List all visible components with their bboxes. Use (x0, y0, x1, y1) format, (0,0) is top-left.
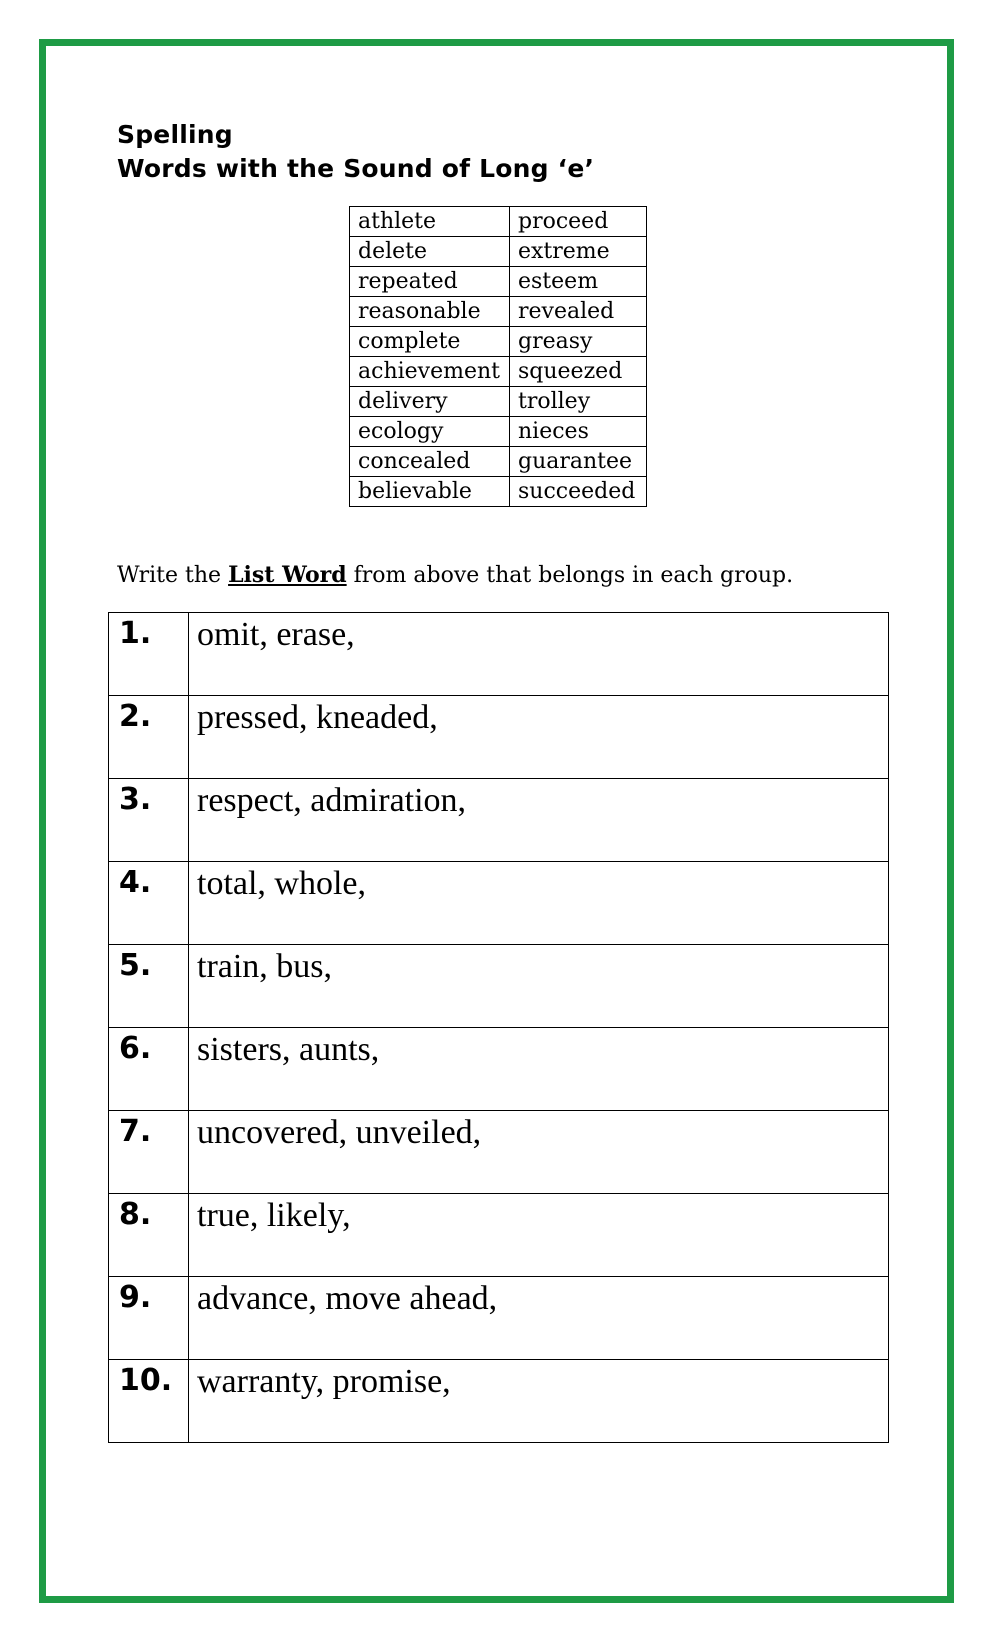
word-list-cell: proceed (510, 207, 647, 237)
group-clue[interactable]: uncovered, unveiled, (189, 1111, 889, 1194)
word-list-cell: trolley (510, 387, 647, 417)
group-clue[interactable]: total, whole, (189, 862, 889, 945)
group-number: 7. (109, 1111, 189, 1194)
word-list-cell: delivery (350, 387, 510, 417)
instructions-text-after: from above that belongs in each group. (346, 563, 794, 588)
word-list-cell: achievement (350, 357, 510, 387)
word-list-cell: squeezed (510, 357, 647, 387)
word-list-row (350, 297, 647, 327)
group-number: 8. (109, 1194, 189, 1277)
word-list-row (350, 327, 647, 357)
worksheet-subtitle: Words with the Sound of Long ‘e’ (117, 154, 595, 183)
word-list-cell: extreme (510, 237, 647, 267)
group-clue[interactable]: warranty, promise, (189, 1360, 889, 1443)
word-list-cell: nieces (510, 417, 647, 447)
word-list-row (350, 267, 647, 297)
group-row (109, 779, 889, 862)
word-list-row (350, 477, 647, 507)
word-list-cell: complete (350, 327, 510, 357)
group-clue[interactable]: sisters, aunts, (189, 1028, 889, 1111)
word-list-cell: reasonable (350, 297, 510, 327)
group-number: 4. (109, 862, 189, 945)
group-number: 2. (109, 696, 189, 779)
word-list-cell: believable (350, 477, 510, 507)
group-number: 1. (109, 613, 189, 696)
group-row (109, 1111, 889, 1194)
word-list-cell: revealed (510, 297, 647, 327)
group-row (109, 1277, 889, 1360)
group-clue[interactable]: train, bus, (189, 945, 889, 1028)
word-list-cell: repeated (350, 267, 510, 297)
word-list-cell: greasy (510, 327, 647, 357)
instructions-text-before: Write the (117, 563, 229, 588)
word-list-cell: ecology (350, 417, 510, 447)
word-list-table (349, 206, 647, 507)
word-list-row (350, 447, 647, 477)
word-list-row (350, 417, 647, 447)
word-list-row (350, 387, 647, 417)
group-row (109, 862, 889, 945)
group-number: 3. (109, 779, 189, 862)
word-list-cell: succeeded (510, 477, 647, 507)
word-list-cell: concealed (350, 447, 510, 477)
worksheet-title: Spelling (117, 120, 233, 149)
word-list-cell: guarantee (510, 447, 647, 477)
group-number: 5. (109, 945, 189, 1028)
group-row (109, 1360, 889, 1443)
instructions (117, 562, 793, 588)
word-list-cell: athlete (350, 207, 510, 237)
group-row (109, 1194, 889, 1277)
group-row (109, 1028, 889, 1111)
group-row (109, 696, 889, 779)
word-list-row (350, 207, 647, 237)
group-clue[interactable]: respect, admiration, (189, 779, 889, 862)
word-list-cell: delete (350, 237, 510, 267)
group-clue[interactable]: omit, erase, (189, 613, 889, 696)
word-list-row (350, 357, 647, 387)
group-number: 10. (109, 1360, 189, 1443)
instructions-emphasis: List Word (228, 562, 347, 588)
group-row (109, 613, 889, 696)
word-list-cell: esteem (510, 267, 647, 297)
group-row (109, 945, 889, 1028)
group-clue[interactable]: advance, move ahead, (189, 1277, 889, 1360)
word-list-row (350, 237, 647, 267)
word-groups-table (108, 612, 889, 1443)
group-clue[interactable]: true, likely, (189, 1194, 889, 1277)
group-number: 9. (109, 1277, 189, 1360)
group-clue[interactable]: pressed, kneaded, (189, 696, 889, 779)
group-number: 6. (109, 1028, 189, 1111)
